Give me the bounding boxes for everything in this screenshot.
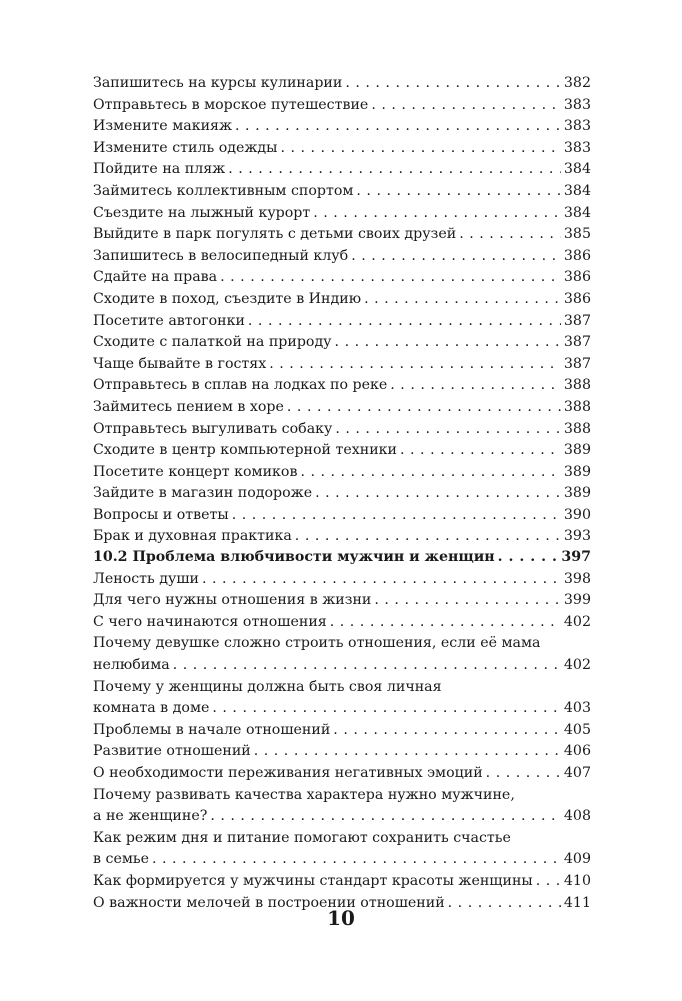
toc-entry-title: Отправьтесь в сплав на лодках по реке: [93, 377, 388, 394]
toc-entry: [93, 73, 591, 95]
dot-leader: [335, 332, 561, 354]
dot-leader: [315, 483, 561, 505]
toc-entry-title: Сдайте на права: [93, 269, 218, 286]
toc-entry: [93, 763, 591, 785]
dot-leader: [498, 547, 559, 569]
toc-entry-title: Чаще бывайте в гостях: [93, 355, 267, 372]
toc-entry: [93, 419, 591, 441]
toc-entry-page: 386: [563, 269, 591, 286]
toc-entry-page: 403: [563, 700, 591, 717]
toc-entry: [93, 590, 591, 612]
toc-entry-first-line: Почему у женщины должна быть своя личная: [93, 678, 442, 695]
toc-entry-title: О важности мелочей в построении отношений: [93, 894, 445, 911]
toc-entry: [93, 741, 591, 763]
toc-entry-title: Сходите с палаткой на природу: [93, 334, 332, 351]
toc-entry: [93, 505, 591, 527]
toc-entry-page: 388: [563, 377, 591, 394]
toc-entry: [93, 181, 591, 203]
dot-leader: [335, 419, 561, 441]
dot-leader: [371, 95, 561, 117]
toc-entry: [93, 698, 591, 720]
toc-entry-page: 386: [563, 290, 591, 307]
toc-entry-page: 409: [563, 851, 591, 868]
toc-entry-title: в семье: [93, 851, 149, 868]
toc-entry: [93, 569, 591, 591]
section-heading-page: 397: [561, 549, 591, 565]
page-number: 10: [327, 906, 355, 930]
toc-entry-page: 402: [563, 656, 591, 673]
toc-entry-title: Как формируется у мужчины стандарт красоты женщины: [93, 872, 533, 889]
toc-entry: [93, 246, 591, 268]
toc-entry-page: 398: [563, 570, 591, 587]
dot-leader: [459, 224, 561, 246]
toc-entry-page: 411: [563, 894, 591, 911]
toc-entry-title: Леность души: [93, 570, 199, 587]
dot-leader: [254, 741, 561, 763]
toc-entry: [93, 203, 591, 225]
toc-entry-title: О необходимости переживания негативных эмоций: [93, 764, 483, 781]
toc-entry: [93, 655, 591, 677]
toc-entry: [93, 612, 591, 634]
toc-entry-page: 389: [563, 463, 591, 480]
toc-entry-page: 383: [563, 118, 591, 135]
toc-entry-title: Съездите на лыжный курорт: [93, 204, 311, 221]
toc-entry-title: комната в доме: [93, 700, 210, 717]
toc-entry: [93, 397, 591, 419]
section-heading-title: 10.2 Проблема влюбчивости мужчин и женщин: [93, 549, 495, 565]
dot-leader: [351, 246, 561, 268]
toc-entry-title: Запишитесь на курсы кулинарии: [93, 75, 343, 91]
toc-entry: [93, 806, 591, 828]
toc-entry: [93, 354, 591, 376]
toc-entry-page: 387: [563, 334, 591, 351]
toc-entry: [93, 462, 591, 484]
toc-entry-page: 389: [563, 485, 591, 502]
toc-entry-title: Для чего нужны отношения в жизни: [93, 592, 372, 609]
dot-leader: [486, 763, 561, 785]
toc-entry-page: 393: [563, 528, 591, 545]
toc-entry: [93, 720, 591, 742]
toc-entry-title: Проблемы в начале отношений: [93, 721, 331, 738]
toc-entry-title: Запишитесь в велосипедный клуб: [93, 247, 349, 264]
toc-entry-page: 402: [563, 613, 591, 630]
dot-leader: [210, 806, 561, 828]
toc-entry: [93, 159, 591, 181]
toc-entry-title: Выйдите в парк погулять с детьми своих друзей: [93, 226, 457, 243]
dot-leader: [152, 849, 561, 871]
toc-entry-title: Зайдите в магазин подороже: [93, 485, 313, 502]
toc-entry: [93, 849, 591, 871]
toc-entry-first-line: Как режим дня и питание помогают сохранить счастье: [93, 829, 511, 846]
toc-entry: [93, 526, 591, 548]
toc-entry-title: Вопросы и ответы: [93, 506, 229, 523]
toc-entry-title: Отправьтесь в морское путешествие: [93, 96, 369, 113]
dot-leader: [269, 354, 561, 376]
toc-entry-title: С чего начинаются отношения: [93, 613, 327, 630]
toc-entry-page: 389: [563, 442, 591, 459]
toc-entry-first-line: Почему девушке сложно строить отношения, если её мама: [93, 635, 541, 652]
toc-entry-title: Займитесь коллективным спортом: [93, 182, 354, 199]
toc-entry-page: 388: [563, 420, 591, 437]
toc-entry-page: 387: [563, 355, 591, 372]
toc-entry-title: Сходите в центр компьютерной техники: [93, 442, 398, 459]
toc-entry-page: 387: [563, 312, 591, 329]
dot-leader: [330, 612, 561, 634]
toc-entry-page: 384: [563, 161, 591, 178]
dot-leader: [248, 311, 561, 333]
toc-entry: [93, 138, 591, 160]
toc-entry-title: Отправьтесь выгуливать собаку: [93, 420, 333, 437]
toc-entry-title: Посетите концерт комиков: [93, 463, 298, 480]
toc-entry-page: 386: [563, 247, 591, 264]
toc-entry: [93, 267, 591, 289]
toc-entry-page: 385: [563, 226, 591, 243]
dot-leader: [228, 159, 561, 181]
toc-entry: [93, 483, 591, 505]
toc-entry-page: 383: [563, 96, 591, 113]
dot-leader: [390, 375, 561, 397]
toc-entry-title: Брак и духовная практика: [93, 528, 292, 545]
toc-entry-title: нелюбима: [93, 656, 170, 673]
toc-entry-title: Развитие отношений: [93, 743, 251, 760]
dot-leader: [220, 267, 561, 289]
dot-leader: [287, 397, 561, 419]
dot-leader: [232, 505, 561, 527]
toc-entry-title: Измените стиль одежды: [93, 139, 278, 156]
toc-entry-title: Пойдите на пляж: [93, 161, 226, 178]
toc-entry: [93, 440, 591, 462]
dot-leader: [536, 871, 561, 893]
dot-leader: [280, 138, 560, 160]
table-of-contents-part-1: [93, 73, 591, 548]
toc-entry-page: 382: [563, 75, 591, 91]
toc-entry-title: Займитесь пением в хоре: [93, 398, 284, 415]
toc-entry-page: 384: [563, 204, 591, 221]
dot-leader: [400, 440, 561, 462]
toc-entry-page: 410: [563, 872, 591, 889]
toc-entry-page: 399: [563, 592, 591, 609]
toc-entry-page: 405: [563, 721, 591, 738]
dot-leader: [374, 590, 561, 612]
toc-entry-page: 388: [563, 398, 591, 415]
dot-leader: [202, 569, 561, 591]
dot-leader: [313, 203, 561, 225]
toc-entry-page: 407: [563, 764, 591, 781]
table-of-contents-part-2: [93, 547, 591, 914]
toc-entry-first-line: Почему развивать качества характера нужно мужчине,: [93, 786, 515, 803]
toc-entry: [93, 871, 591, 893]
toc-entry: [93, 289, 591, 311]
toc-entry-page: 383: [563, 139, 591, 156]
toc-entry-page: 384: [563, 182, 591, 199]
toc-entry: [93, 375, 591, 397]
toc-entry: [93, 311, 591, 333]
dot-leader: [235, 116, 561, 138]
dot-leader: [333, 720, 561, 742]
toc-entry-title: Посетите автогонки: [93, 312, 245, 329]
toc-entry-page: 390: [563, 506, 591, 523]
toc-entry-page: 408: [563, 808, 591, 825]
section-heading: [93, 547, 591, 569]
dot-leader: [364, 289, 561, 311]
toc-entry-title: Измените макияж: [93, 118, 233, 135]
dot-leader: [300, 462, 560, 484]
toc-entry: [93, 224, 591, 246]
dot-leader: [295, 526, 561, 548]
toc-entry: [93, 95, 591, 117]
toc-entry: [93, 332, 591, 354]
dot-leader: [212, 698, 561, 720]
dot-leader: [356, 181, 561, 203]
toc-entry: [93, 116, 591, 138]
toc-entry-page: 406: [563, 743, 591, 760]
dot-leader: [345, 73, 561, 95]
toc-entry-title: а не женщине?: [93, 808, 208, 825]
toc-entry-title: Сходите в поход, съездите в Индию: [93, 290, 362, 307]
dot-leader: [173, 655, 561, 677]
